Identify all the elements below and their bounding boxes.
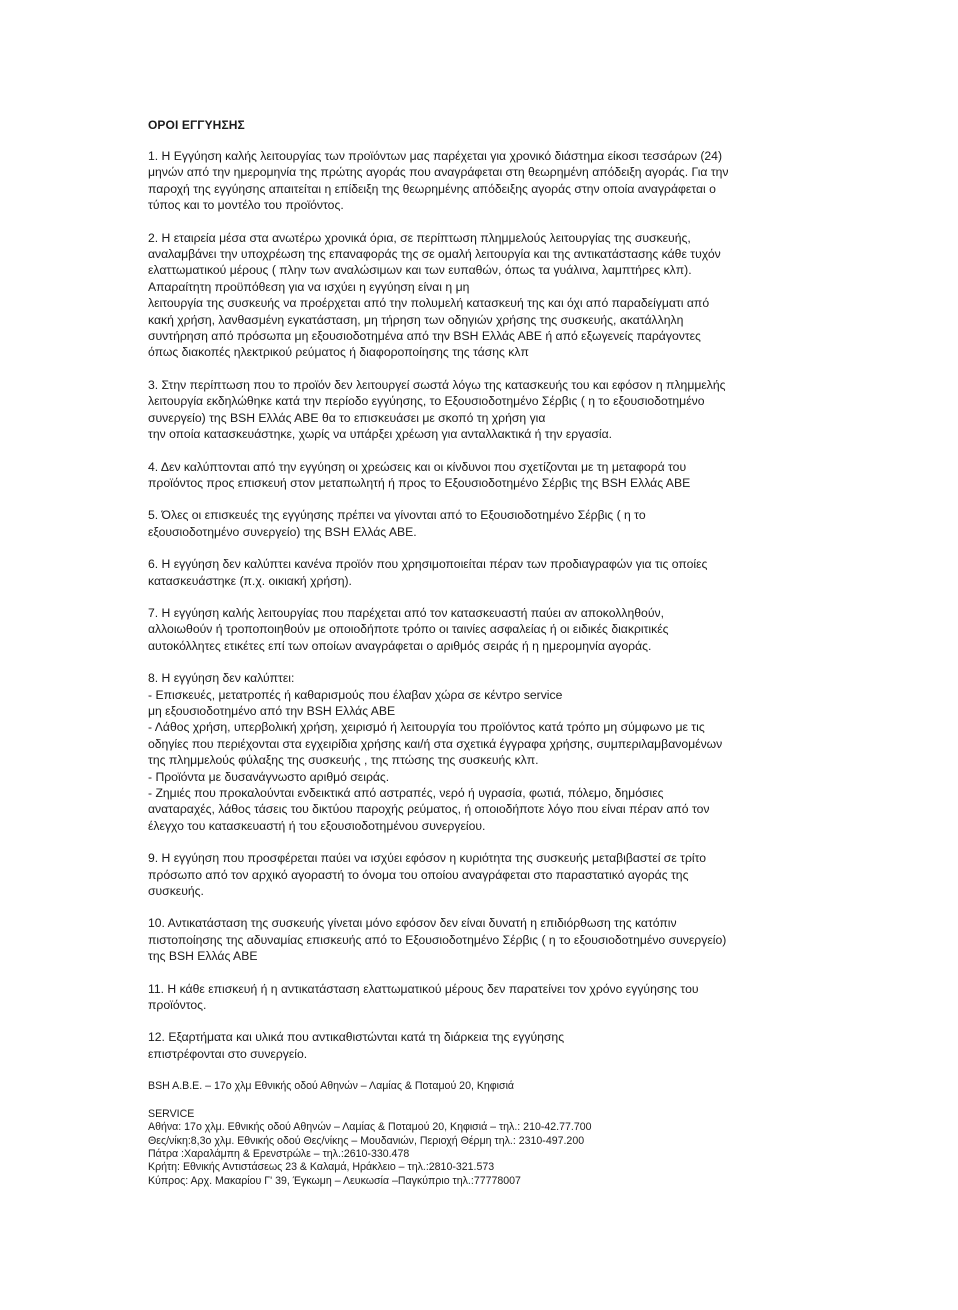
service-heading: SERVICE <box>148 1107 195 1120</box>
term-line: 5. Όλες οι επισκευές της εγγύησης πρέπει να γίνονται από το Εξουσιοδοτημένο Σέρβις ( η το <box>148 508 646 523</box>
service-location-line: Κύπρος: Αρχ. Μακαρίου Γ' 39, Έγκωμη – Λευκωσία –Παγκύπριο τηλ.:77778007 <box>148 1174 521 1187</box>
term-line: μη εξουσιοδοτημένο από την BSH Ελλάς ΑΒΕ <box>148 703 396 718</box>
term-line: πρόσωπο από τον αρχικό αγοραστή το όνομα του οποίου αναγράφεται στο παραστατικό αγοράς της <box>148 867 689 882</box>
term-line: - Λάθος χρήση, υπερβολική χρήση, χειρισμό ή λειτουργία του προϊόντος κατά τρόπο μη σύμφωνο με τις <box>148 720 705 735</box>
warranty-term-1 <box>148 148 828 214</box>
term-line: - Ζημιές που προκαλούνται ενδεικτικά από αστραπές, νερό ή υγρασία, φωτιά, πόλεμο, δημόσιες <box>148 786 664 800</box>
document-footer <box>148 1080 828 1188</box>
term-line: συνεργείο) της BSH Ελλάς ΑΒΕ θα το επισκευάσει με σκοπό τη χρήση για <box>148 410 546 425</box>
warranty-term-7 <box>148 605 828 654</box>
term-line: κακή χρήση, λανθασμένη εγκατάσταση, μη τήρηση των οδηγιών χρήσης της συσκευής, ακατάλληλη <box>148 312 684 327</box>
term-line: 4. Δεν καλύπτονται από την εγγύηση οι χρεώσεις και οι κίνδυνοι που σχετίζονται με τη μεταφορά του <box>148 459 687 474</box>
term-line: 11. Η κάθε επισκευή ή η αντικατάσταση ελαττωματικού μέρους δεν παρατείνει τον χρόνο εγγύησης του <box>148 981 699 996</box>
term-line: παροχή της εγγύησης απαιτείται η επίδειξη της θεωρημένης απόδειξης αγοράς στην οποία αναγράφεται ο <box>148 181 716 196</box>
term-line: συσκευής. <box>148 884 204 899</box>
document-body <box>148 117 828 1188</box>
term-line: επιστρέφονται στο συνεργείο. <box>148 1046 308 1061</box>
term-line: λειτουργία εκδηλώθηκε κατά την περίοδο εγγύησης, το Εξουσιοδοτημένο Σέρβις ( η το εξουσιοδοτημένο <box>148 394 705 409</box>
warranty-term-6 <box>148 556 828 589</box>
term-line: λειτουργία της συσκευής να προέρχεται από την πολυμελή κατασκευή της και όχι από παραδείγματι από <box>148 296 710 311</box>
term-line: τύπος και το μοντέλο του προϊόντος. <box>148 198 344 213</box>
term-line: 7. Η εγγύηση καλής λειτουργίας που παρέχεται από τον κατασκευαστή παύει αν αποκολληθούν, <box>148 605 664 620</box>
warranty-term-12 <box>148 1029 828 1062</box>
company-address: BSH A.B.E. – 17ο χλμ Εθνικής οδού Αθηνών – Λαμίας & Ποταμού 20, Κηφισιά <box>148 1080 515 1093</box>
warranty-term-3 <box>148 377 828 443</box>
term-line: 3. Στην περίπτωση που το προϊόν δεν λειτουργεί σωστά λόγω της κατασκευής του και εφόσον η πλημμελής <box>148 377 726 392</box>
term-line: αναταραχές, λάθος τάσεις του δικτύου παροχής ρεύματος, ή οποιοδήποτε λόγο που είναι πέραν από τον <box>148 802 710 817</box>
term-line: την οποία κατασκευάστηκε, χωρίς να υπάρξει χρέωση για ανταλλακτικά ή την εργασία. <box>148 427 613 442</box>
service-location-line: Κρήτη: Εθνικής Αντιστάσεως 23 & Καλαμά, Ηράκλειο – τηλ.:2810-321.573 <box>148 1161 495 1174</box>
term-line: έλεγχο του κατασκευαστή ή του εξουσιοδοτημένου συνεργείου. <box>148 818 486 833</box>
term-line: 6. Η εγγύηση δεν καλύπτει κανένα προϊόν που χρησιμοποιείται πέραν των προδιαγραφών για τις οποίες <box>148 557 708 572</box>
service-location-line: Πάτρα :Χαραλάμπη & Ερενστρώλε – τηλ.:2610-330.478 <box>148 1147 410 1160</box>
term-line: προϊόντος προς επισκευή στον μεταπωλητή ή προς το Εξουσιοδοτημένο Σέρβις της BSH Ελλάς ΑΒΕ <box>148 475 691 490</box>
term-line: κατασκευάστηκε (π.χ. οικιακή χρήση). <box>148 573 352 588</box>
term-line: 1. Η Εγγύηση καλής λειτουργίας των προϊόντων μας παρέχεται για χρονικό διάστημα είκοσι τεσσάρων (24) <box>148 149 723 163</box>
term-line: οδηγίες που περιέχονται στα εγχειρίδια χρήσης και/ή στα σχετικά έγγραφα χρήσης, συμπεριλαμβανομένων <box>148 736 723 751</box>
term-line: 8. Η εγγύηση δεν καλύπτει: <box>148 671 295 686</box>
term-line: 2. Η εταιρεία μέσα στα ανωτέρω χρονικά όρια, σε περίπτωση πλημμελούς λειτουργίας της συσκευής, <box>148 230 691 245</box>
term-line: όπως διακοπές ηλεκτρικού ρεύματος ή διαφοροποίησης της τάσης κλπ <box>148 345 529 360</box>
warranty-term-9 <box>148 850 828 899</box>
service-contacts <box>148 1108 828 1188</box>
term-line: ελαττωματικού μέρους ( πλην των αναλώσιμων και των ευπαθών, όπως τα γυάλινα, λαμπτήρες κλπ). <box>148 263 692 278</box>
warranty-term-11 <box>148 981 828 1014</box>
term-line: πιστοποίησης της αδυναμίας επισκευής από το Εξουσιοδοτημένο Σέρβις ( η το εξουσιοδοτημένο συνεργείο) <box>148 932 727 947</box>
term-line: Απαραίτητη προϋπόθεση για να ισχύει η εγγύηση είναι η μη <box>148 279 470 294</box>
term-line: εξουσιοδοτημένο συνεργείο) της BSH Ελλάς ΑΒΕ. <box>148 524 417 539</box>
warranty-term-5 <box>148 507 828 540</box>
term-line: αναλαμβάνει την υποχρέωση της επαναφοράς της σε ομαλή λειτουργία και της αντικατάστασης κάθε τυχόν <box>148 247 721 262</box>
term-line: της BSH Ελλάς ΑΒΕ <box>148 949 258 964</box>
warranty-term-8 <box>148 670 828 834</box>
term-line: αλλοιωθούν ή τροποποιηθούν με οποιοδήποτε τρόπο οι ταινίες ασφαλείας ή οι ειδικές διακριτικές <box>148 622 669 637</box>
warranty-term-10 <box>148 915 828 964</box>
warranty-term-2 <box>148 230 828 361</box>
term-line: της πλημμελούς φύλαξης της συσκευής , της πτώσης της συσκευής κλπ. <box>148 753 539 768</box>
term-line: συντήρηση από πρόσωπα μη εξουσιοδοτημένα από την BSH Ελλάς ΑΒΕ ή από εξωγενείς παράγοντες <box>148 329 701 344</box>
term-line: αυτοκόλλητες ετικέτες επί των οποίων αναγράφεται ο αριθμός σειράς ή η ημερομηνία αγοράς. <box>148 638 652 653</box>
terms-list <box>148 148 828 1062</box>
document-title: ΟΡΟΙ ΕΓΓΥΗΣΗΣ <box>148 118 245 132</box>
term-line: 12. Εξαρτήματα και υλικά που αντικαθιστώνται κατά τη διάρκεια της εγγύησης <box>148 1030 565 1045</box>
service-location-line: Αθήνα: 17ο χλμ. Εθνικής οδού Αθηνών – Λαμίας & Ποταμού 20, Κηφισιά – τηλ.: 210-42.77.700 <box>148 1121 592 1134</box>
term-line: μηνών από την ημερομηνία της πρώτης αγοράς που αναγράφεται στη θεωρημένη απόδειξη αγοράς. Για την <box>148 165 729 180</box>
term-line: 10. Αντικατάσταση της συσκευής γίνεται μόνο εφόσον δεν είναι δυνατή η επιδιόρθωση της κατόπιν <box>148 916 677 931</box>
term-line: - Προϊόντα με δυσανάγνωστο αριθμό σειράς. <box>148 769 390 784</box>
service-location-line: Θες/νίκη:8,3ο χλμ. Εθνικής οδού Θες/νίκης – Μουδανιών, Περιοχή Θέρμη τηλ.: 2310-497.200 <box>148 1134 585 1147</box>
term-line: προϊόντος. <box>148 998 207 1013</box>
warranty-term-4 <box>148 459 828 492</box>
term-line: - Επισκευές, μετατροπές ή καθαρισμούς που έλαβαν χώρα σε κέντρο service <box>148 687 563 702</box>
term-line: 9. Η εγγύηση που προσφέρεται παύει να ισχύει εφόσον η κυριότητα της συσκευής μεταβιβαστεί σε τρίτο <box>148 851 707 866</box>
